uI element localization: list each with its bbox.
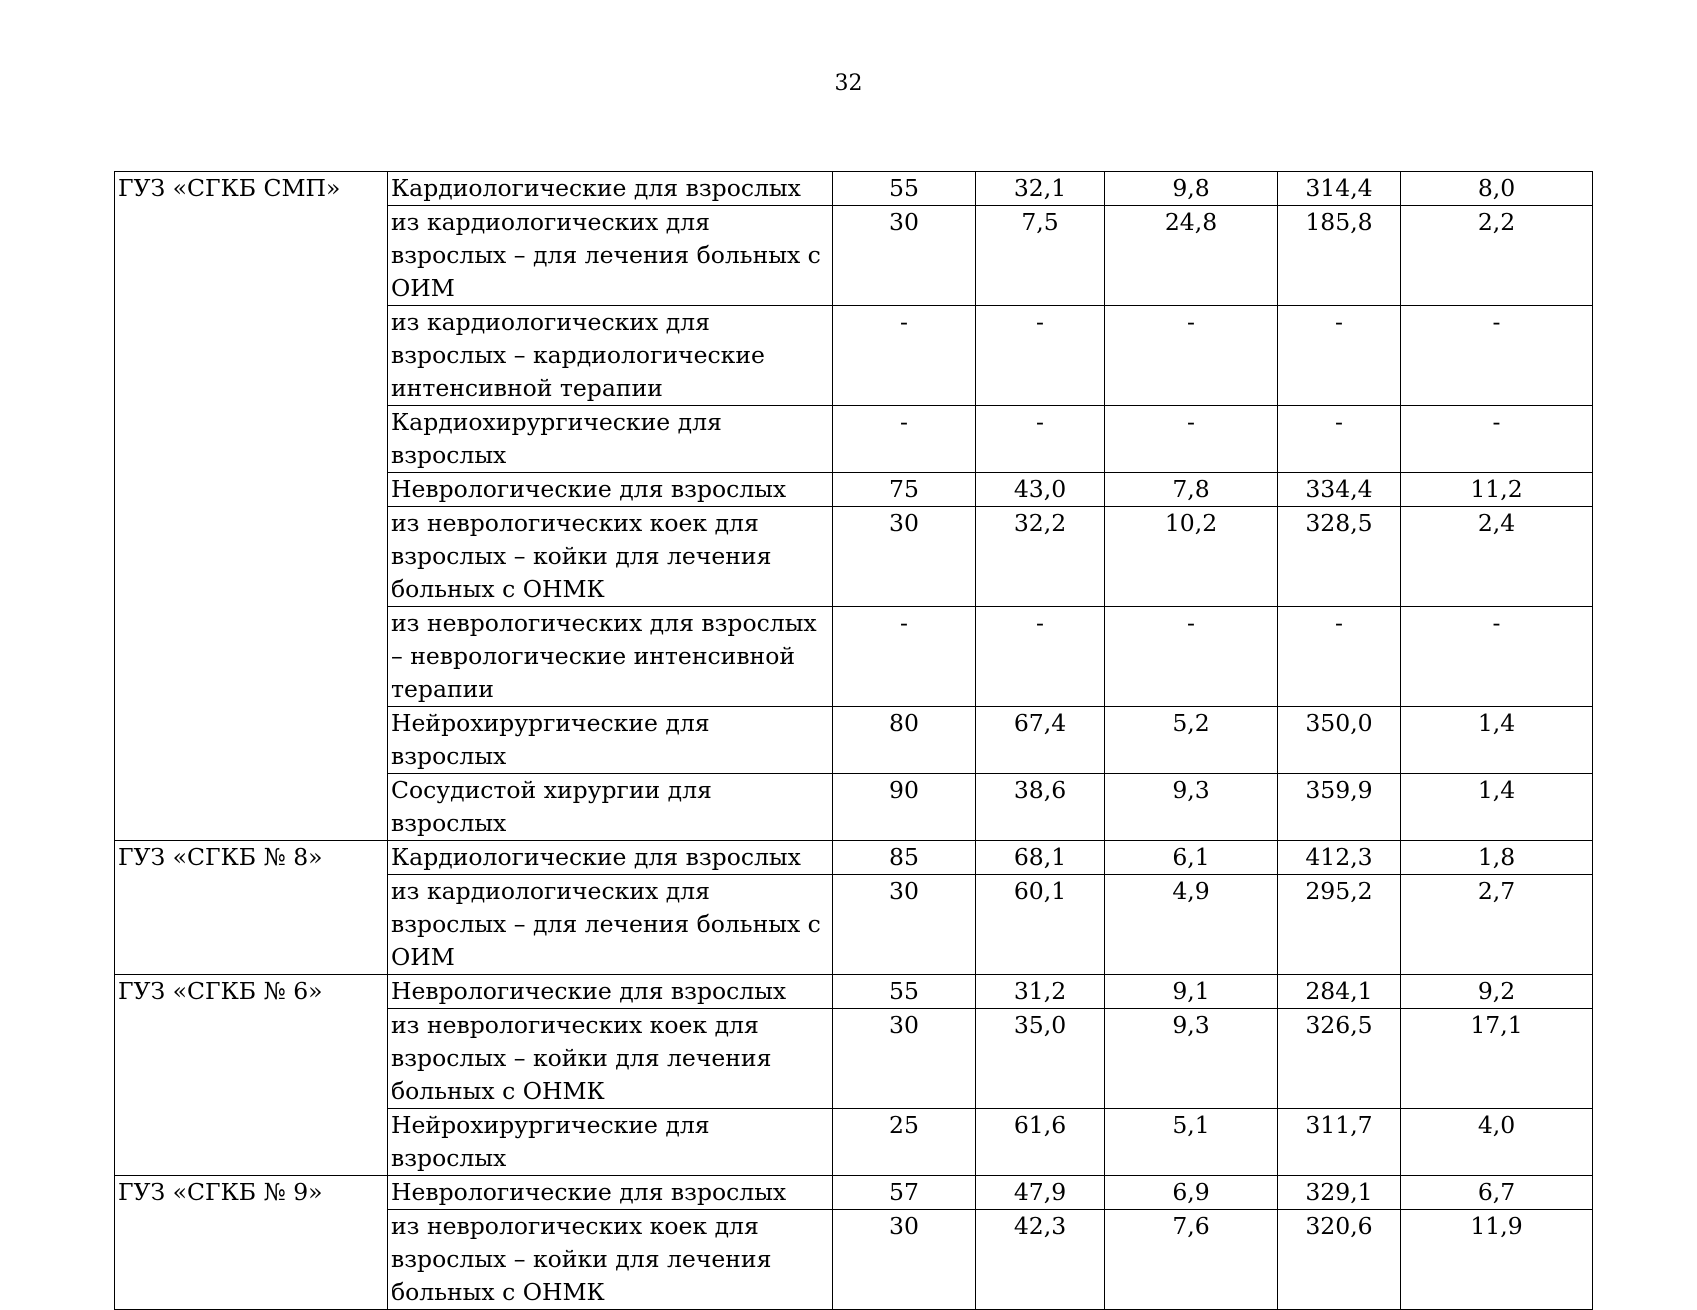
value-cell-4: 284,1 xyxy=(1278,975,1401,1009)
value-cell-4: 314,4 xyxy=(1278,172,1401,206)
value-cell-3: 4,9 xyxy=(1105,875,1278,975)
value-cell-1: - xyxy=(833,406,976,473)
value-cell-2: 32,2 xyxy=(976,507,1105,607)
value-cell-5: 11,9 xyxy=(1401,1210,1593,1310)
value-cell-1: 80 xyxy=(833,707,976,774)
value-cell-2: 42,3 xyxy=(976,1210,1105,1310)
value-cell-3: 7,8 xyxy=(1105,473,1278,507)
value-cell-2: - xyxy=(976,406,1105,473)
value-cell-3: - xyxy=(1105,607,1278,707)
value-cell-4: 329,1 xyxy=(1278,1176,1401,1210)
value-cell-3: 9,1 xyxy=(1105,975,1278,1009)
value-cell-5: - xyxy=(1401,607,1593,707)
value-cell-2: 47,9 xyxy=(976,1176,1105,1210)
value-cell-1: 90 xyxy=(833,774,976,841)
bed-profile-cell: Кардиохирургические для взрослых xyxy=(388,406,833,473)
value-cell-4: 320,6 xyxy=(1278,1210,1401,1310)
value-cell-3: 5,2 xyxy=(1105,707,1278,774)
value-cell-5: 2,2 xyxy=(1401,206,1593,306)
value-cell-4: 350,0 xyxy=(1278,707,1401,774)
value-cell-1: 55 xyxy=(833,172,976,206)
bed-profile-cell: Неврологические для взрослых xyxy=(388,1176,833,1210)
value-cell-5: 1,4 xyxy=(1401,707,1593,774)
bed-profile-cell: из кардиологических для взрослых – для лечения больных с ОИМ xyxy=(388,875,833,975)
value-cell-4: 185,8 xyxy=(1278,206,1401,306)
value-cell-1: - xyxy=(833,306,976,406)
value-cell-5: 1,8 xyxy=(1401,841,1593,875)
value-cell-5: 9,2 xyxy=(1401,975,1593,1009)
value-cell-2: 68,1 xyxy=(976,841,1105,875)
value-cell-5: 6,7 xyxy=(1401,1176,1593,1210)
bed-profile-cell: из неврологических коек для взрослых – койки для лечения больных с ОНМК xyxy=(388,507,833,607)
value-cell-4: 412,3 xyxy=(1278,841,1401,875)
bed-profile-cell: из кардиологических для взрослых – для лечения больных с ОИМ xyxy=(388,206,833,306)
value-cell-2: 31,2 xyxy=(976,975,1105,1009)
value-cell-4: - xyxy=(1278,306,1401,406)
value-cell-2: - xyxy=(976,607,1105,707)
value-cell-3: 7,6 xyxy=(1105,1210,1278,1310)
institution-cell: ГУЗ «СГКБ № 9» xyxy=(115,1176,388,1310)
bed-profile-cell: Нейрохирургические для взрослых xyxy=(388,707,833,774)
value-cell-4: 326,5 xyxy=(1278,1009,1401,1109)
value-cell-1: - xyxy=(833,607,976,707)
value-cell-2: 35,0 xyxy=(976,1009,1105,1109)
value-cell-2: 67,4 xyxy=(976,707,1105,774)
value-cell-2: 61,6 xyxy=(976,1109,1105,1176)
value-cell-3: - xyxy=(1105,306,1278,406)
value-cell-1: 55 xyxy=(833,975,976,1009)
bed-profile-cell: из неврологических коек для взрослых – койки для лечения больных с ОНМК xyxy=(388,1210,833,1310)
value-cell-2: 7,5 xyxy=(976,206,1105,306)
value-cell-3: 5,1 xyxy=(1105,1109,1278,1176)
value-cell-1: 30 xyxy=(833,875,976,975)
value-cell-1: 30 xyxy=(833,206,976,306)
bed-profile-cell: из неврологических для взрослых – неврологические интенсивной терапии xyxy=(388,607,833,707)
value-cell-1: 57 xyxy=(833,1176,976,1210)
value-cell-3: 9,8 xyxy=(1105,172,1278,206)
institution-cell: ГУЗ «СГКБ № 6» xyxy=(115,975,388,1176)
value-cell-4: 334,4 xyxy=(1278,473,1401,507)
value-cell-5: 2,7 xyxy=(1401,875,1593,975)
value-cell-3: - xyxy=(1105,406,1278,473)
value-cell-3: 9,3 xyxy=(1105,1009,1278,1109)
table-row xyxy=(115,172,1593,206)
value-cell-5: 17,1 xyxy=(1401,1009,1593,1109)
value-cell-5: - xyxy=(1401,306,1593,406)
bed-profile-cell: Кардиологические для взрослых xyxy=(388,841,833,875)
value-cell-2: 32,1 xyxy=(976,172,1105,206)
table-row xyxy=(115,841,1593,875)
value-cell-5: 4,0 xyxy=(1401,1109,1593,1176)
value-cell-4: 311,7 xyxy=(1278,1109,1401,1176)
value-cell-3: 6,1 xyxy=(1105,841,1278,875)
value-cell-2: - xyxy=(976,306,1105,406)
value-cell-2: 38,6 xyxy=(976,774,1105,841)
value-cell-3: 24,8 xyxy=(1105,206,1278,306)
value-cell-5: 8,0 xyxy=(1401,172,1593,206)
value-cell-4: - xyxy=(1278,607,1401,707)
bed-profile-cell: Сосудистой хирургии для взрослых xyxy=(388,774,833,841)
value-cell-3: 6,9 xyxy=(1105,1176,1278,1210)
value-cell-3: 9,3 xyxy=(1105,774,1278,841)
institution-cell: ГУЗ «СГКБ СМП» xyxy=(115,172,388,841)
table-body xyxy=(115,172,1593,1310)
bed-profile-cell: Нейрохирургические для взрослых xyxy=(388,1109,833,1176)
table-row xyxy=(115,1176,1593,1210)
value-cell-1: 85 xyxy=(833,841,976,875)
value-cell-4: - xyxy=(1278,406,1401,473)
value-cell-1: 30 xyxy=(833,1009,976,1109)
value-cell-3: 10,2 xyxy=(1105,507,1278,607)
bed-profile-cell: Неврологические для взрослых xyxy=(388,473,833,507)
institution-cell: ГУЗ «СГКБ № 8» xyxy=(115,841,388,975)
value-cell-2: 60,1 xyxy=(976,875,1105,975)
value-cell-4: 295,2 xyxy=(1278,875,1401,975)
page-number: 32 xyxy=(834,71,863,96)
value-cell-5: 11,2 xyxy=(1401,473,1593,507)
value-cell-5: 1,4 xyxy=(1401,774,1593,841)
value-cell-1: 30 xyxy=(833,507,976,607)
bed-profile-cell: Неврологические для взрослых xyxy=(388,975,833,1009)
bed-statistics-table xyxy=(114,171,1593,1310)
bed-profile-cell: из неврологических коек для взрослых – койки для лечения больных с ОНМК xyxy=(388,1009,833,1109)
value-cell-2: 43,0 xyxy=(976,473,1105,507)
bed-profile-cell: Кардиологические для взрослых xyxy=(388,172,833,206)
table-row xyxy=(115,975,1593,1009)
value-cell-1: 30 xyxy=(833,1210,976,1310)
value-cell-5: 2,4 xyxy=(1401,507,1593,607)
value-cell-1: 75 xyxy=(833,473,976,507)
value-cell-1: 25 xyxy=(833,1109,976,1176)
value-cell-4: 328,5 xyxy=(1278,507,1401,607)
value-cell-5: - xyxy=(1401,406,1593,473)
value-cell-4: 359,9 xyxy=(1278,774,1401,841)
bed-profile-cell: из кардиологических для взрослых – кардиологические интенсивной терапии xyxy=(388,306,833,406)
